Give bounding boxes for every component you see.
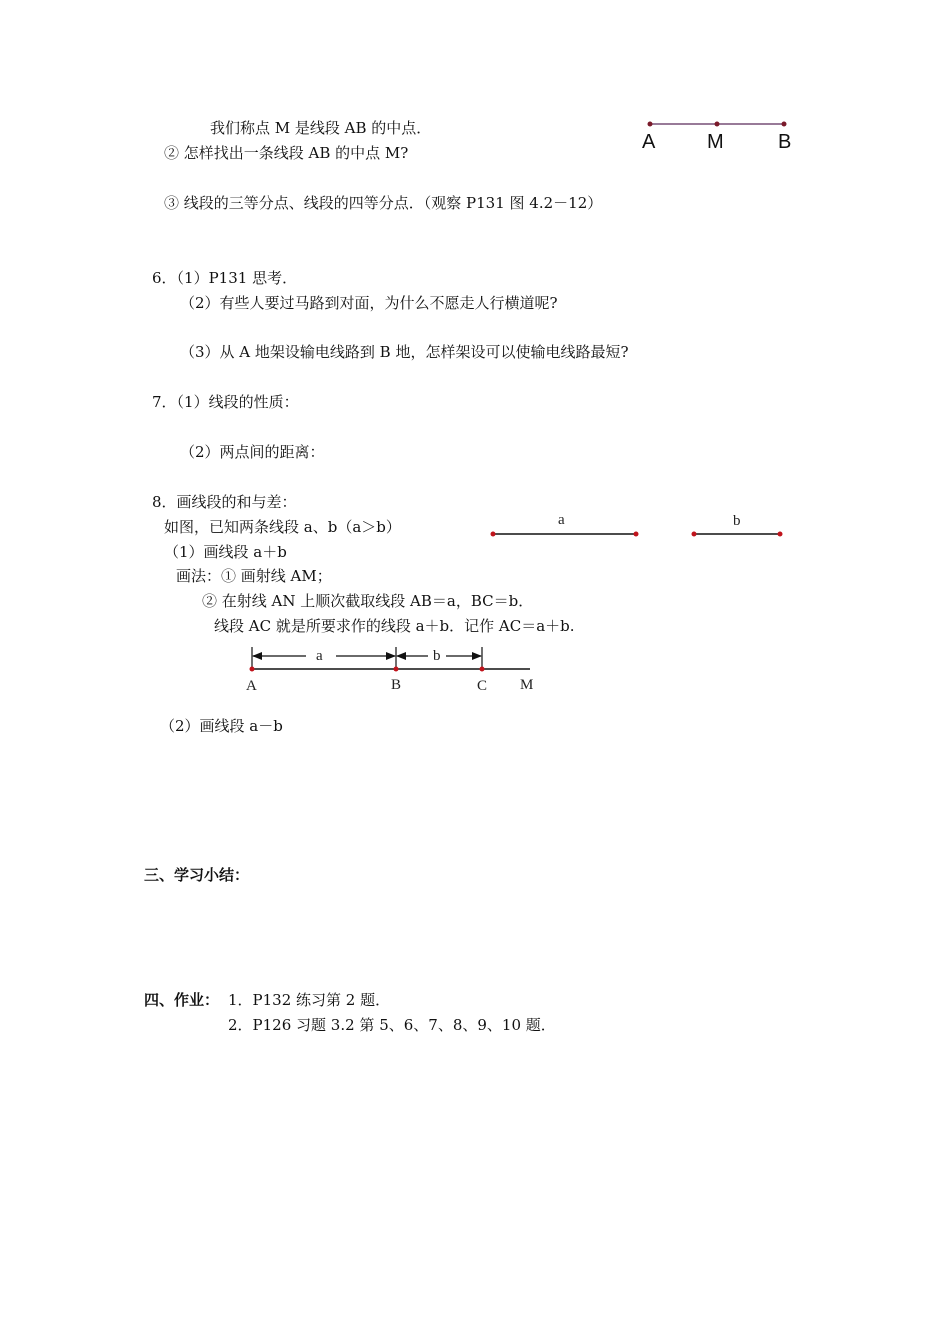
q8-method-step1: 画法：① 画射线 AM； xyxy=(176,567,332,585)
segment-b-label: b xyxy=(733,513,741,529)
label-b: B xyxy=(391,677,402,693)
q8-given: 如图，已知两条线段 a、b（a＞b） xyxy=(164,518,401,536)
q8-part2: （2）画线段 a－b xyxy=(160,717,283,735)
point-c xyxy=(480,667,485,672)
q7-line2: （2）两点间的距离： xyxy=(180,443,325,461)
segment-a-label: a xyxy=(558,512,565,528)
label-a: A xyxy=(642,131,656,153)
division-points-question: ③ 线段的三等分点、线段的四等分点．（观察 P131 图 4.2－12） xyxy=(164,194,603,212)
q6-line3: （3）从 A 地架设输电线路到 B 地，怎样架设可以使输电线路最短? xyxy=(180,343,629,361)
q8-method-step2: ② 在射线 AN 上顺次截取线段 AB＝a，BC＝b． xyxy=(202,592,534,610)
label-a: A xyxy=(246,678,257,694)
dimension-a-label: a xyxy=(316,648,323,664)
midpoint-question: ② 怎样找出一条线段 AB 的中点 M? xyxy=(164,144,409,162)
q8-title: 8．画线段的和与差： xyxy=(152,493,297,511)
point-a xyxy=(250,667,255,672)
section4-title: 四、作业： xyxy=(144,991,220,1009)
q8-part1: （1）画线段 a＋b xyxy=(164,543,287,561)
label-c: C xyxy=(477,678,488,694)
homework-item-1: 1．P132 练习第 2 题． xyxy=(228,991,391,1009)
point-b xyxy=(394,667,399,672)
q8-method-step3: 线段 AC 就是所要求作的线段 a＋b．记作 AC＝a＋b. xyxy=(214,617,575,635)
q6-line2: （2）有些人要过马路到对面，为什么不愿走人行横道呢? xyxy=(180,294,558,312)
midpoint-definition: 我们称点 M 是线段 AB 的中点． xyxy=(210,119,432,137)
label-m: M xyxy=(520,677,534,693)
dimension-b-label: b xyxy=(433,648,441,664)
section3-title: 三、学习小结： xyxy=(144,866,250,884)
homework-item-2: 2．P126 习题 3.2 第 5、6、7、8、9、10 题． xyxy=(228,1016,556,1034)
q7-line1: 7．（1）线段的性质： xyxy=(152,393,299,411)
q6-line1: 6．（1）P131 思考． xyxy=(152,269,298,287)
label-b: B xyxy=(778,131,792,153)
label-m: M xyxy=(707,131,724,153)
